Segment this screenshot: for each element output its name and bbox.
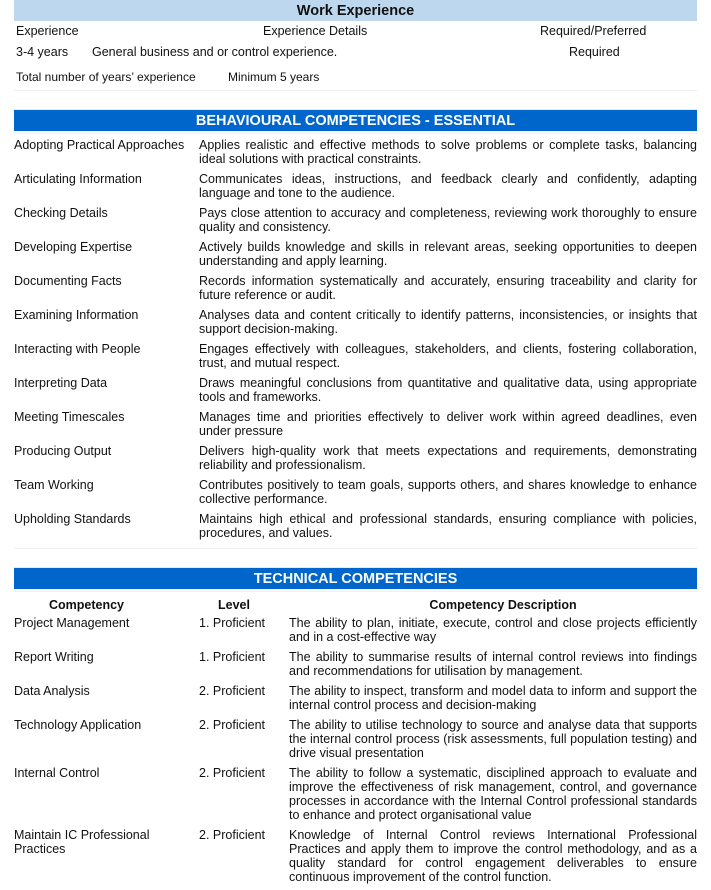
competency-name: Interpreting Data	[14, 376, 108, 390]
competency-description: Knowledge of Internal Control reviews International Professional Practices and apply them to improve the control methodology, and as a quality standard for control engagement deliverables to ensure continuous improvement of the control function.	[289, 828, 697, 884]
competency-name: Adopting Practical Approaches	[14, 138, 185, 152]
work-experience-row	[14, 42, 697, 63]
competency-level: 1. Proficient	[199, 616, 266, 630]
total-experience-value: Minimum 5 years	[228, 70, 320, 84]
competency-description: The ability to summarise results of internal control reviews into findings and recommendations for utilisation by management.	[289, 650, 697, 678]
technical-competency-row	[14, 766, 697, 822]
competency-description: Engages effectively with colleagues, stakeholders, and clients, fostering collaboration, trust, and mutual respect.	[199, 342, 697, 370]
behavioural-competency-row	[14, 206, 697, 234]
competency-description: Communicates ideas, instructions, and feedback clearly and confidently, adapting language and tone to the audience.	[199, 172, 697, 200]
technical-competency-row	[14, 828, 697, 884]
competency-name: Report Writing	[14, 650, 94, 664]
behavioural-competency-list	[14, 134, 697, 549]
technical-competency-list	[14, 616, 697, 884]
experience-column-header: Experience	[16, 24, 79, 38]
technical-competency-row	[14, 616, 697, 644]
competency-name: Interacting with People	[14, 342, 141, 356]
technical-competency-row	[14, 718, 697, 760]
competency-level: 2. Proficient	[199, 828, 266, 842]
competency-description: Applies realistic and effective methods to solve problems or complete tasks, balancing ideal solutions with practical constraints.	[199, 138, 697, 166]
technical-competency-row	[14, 650, 697, 678]
behavioural-competency-row	[14, 478, 697, 506]
competency-level: 1. Proficient	[199, 650, 266, 664]
work-experience-title: Work Experience	[14, 0, 697, 21]
competency-name: Checking Details	[14, 206, 108, 220]
competency-name: Examining Information	[14, 308, 139, 322]
details-column-header: Experience Details	[263, 24, 368, 38]
competency-description: Maintains high ethical and professional standards, ensuring compliance with policies, procedures, and values.	[199, 512, 697, 540]
job-description-page	[14, 0, 697, 890]
competency-description: Actively builds knowledge and skills in relevant areas, seeking opportunities to deepen understanding and apply learning.	[199, 240, 697, 268]
competency-level: 2. Proficient	[199, 766, 266, 780]
competency-column-header: Competency	[48, 598, 125, 612]
level-column-header: Level	[218, 598, 250, 612]
competency-name: Developing Expertise	[14, 240, 133, 254]
competency-description: Delivers high-quality work that meets expectations and requirements, demonstrating reliability and professionalism.	[199, 444, 697, 472]
competency-description: Manages time and priorities effectively to deliver work within agreed deadlines, even under pressure	[199, 410, 697, 438]
competency-description: Records information systematically and accurately, ensuring traceability and clarity for future reference or audit.	[199, 274, 697, 302]
behavioural-competency-row	[14, 342, 697, 370]
competency-name: Meeting Timescales	[14, 410, 125, 424]
required-column-header: Required/Preferred	[540, 24, 647, 38]
competency-description: The ability to inspect, transform and model data to inform and support the internal control process and decision-making	[289, 684, 697, 712]
competency-name: Producing Output	[14, 444, 112, 458]
behavioural-competency-row	[14, 138, 697, 166]
competency-level: 2. Proficient	[199, 718, 266, 732]
competency-name: Data Analysis	[14, 684, 90, 698]
description-column-header: Competency Description	[429, 598, 577, 612]
competency-name: Internal Control	[14, 766, 100, 780]
behavioural-competency-row	[14, 410, 697, 438]
competency-name: Documenting Facts	[14, 274, 122, 288]
behavioural-competency-row	[14, 376, 697, 404]
competency-name: Articulating Information	[14, 172, 142, 186]
competency-description: Pays close attention to accuracy and completeness, reviewing work thoroughly to ensure quality and consistency.	[199, 206, 697, 234]
competency-description: Draws meaningful conclusions from quantitative and qualitative data, using appropriate tools and frameworks.	[199, 376, 697, 404]
behavioural-competency-row	[14, 444, 697, 472]
work-experience-section	[14, 0, 697, 91]
technical-competencies-title: TECHNICAL COMPETENCIES	[14, 567, 697, 589]
competency-description: The ability to utilise technology to source and analyse data that supports the internal control process (risk assessments, full population testing) and drive visual presentation	[289, 718, 697, 760]
competency-name: Technology Application	[14, 718, 142, 732]
required-value: Required	[569, 45, 620, 59]
technical-competencies-section	[14, 567, 697, 884]
total-experience-label: Total number of years’ experience	[16, 70, 196, 84]
behavioural-competency-row	[14, 240, 697, 268]
work-experience-header-row	[14, 21, 697, 42]
competency-level: 2. Proficient	[199, 684, 266, 698]
competency-name: Upholding Standards	[14, 512, 131, 526]
competency-name: Team Working	[14, 478, 94, 492]
competency-description: Analyses data and content critically to identify patterns, inconsistencies, or insights that support decision-making.	[199, 308, 697, 336]
competency-name: Project Management	[14, 616, 130, 630]
behavioural-competency-row	[14, 274, 697, 302]
experience-details: General business and or control experience.	[92, 45, 338, 59]
competency-description: Contributes positively to team goals, supports others, and shares knowledge to enhance collective performance.	[199, 478, 697, 506]
technical-competency-row	[14, 684, 697, 712]
experience-value: 3-4 years	[16, 45, 69, 59]
behavioural-competencies-title: BEHAVIOURAL COMPETENCIES - ESSENTIAL	[14, 109, 697, 131]
total-experience-row	[14, 64, 697, 91]
behavioural-competency-row	[14, 172, 697, 200]
competency-description: The ability to plan, initiate, execute, control and close projects efficiently and in a cost-effective way	[289, 616, 697, 644]
behavioural-competency-row	[14, 308, 697, 336]
behavioural-competency-row	[14, 512, 697, 540]
competency-name: Maintain IC Professional Practices	[14, 828, 150, 856]
technical-table-header	[14, 592, 697, 616]
behavioural-competencies-section	[14, 109, 697, 549]
competency-description: The ability to follow a systematic, disciplined approach to evaluate and improve the effectiveness of risk management, control, and governance processes in accordance with the Internal Control professional standards to enhance and protect organisational value	[289, 766, 697, 822]
